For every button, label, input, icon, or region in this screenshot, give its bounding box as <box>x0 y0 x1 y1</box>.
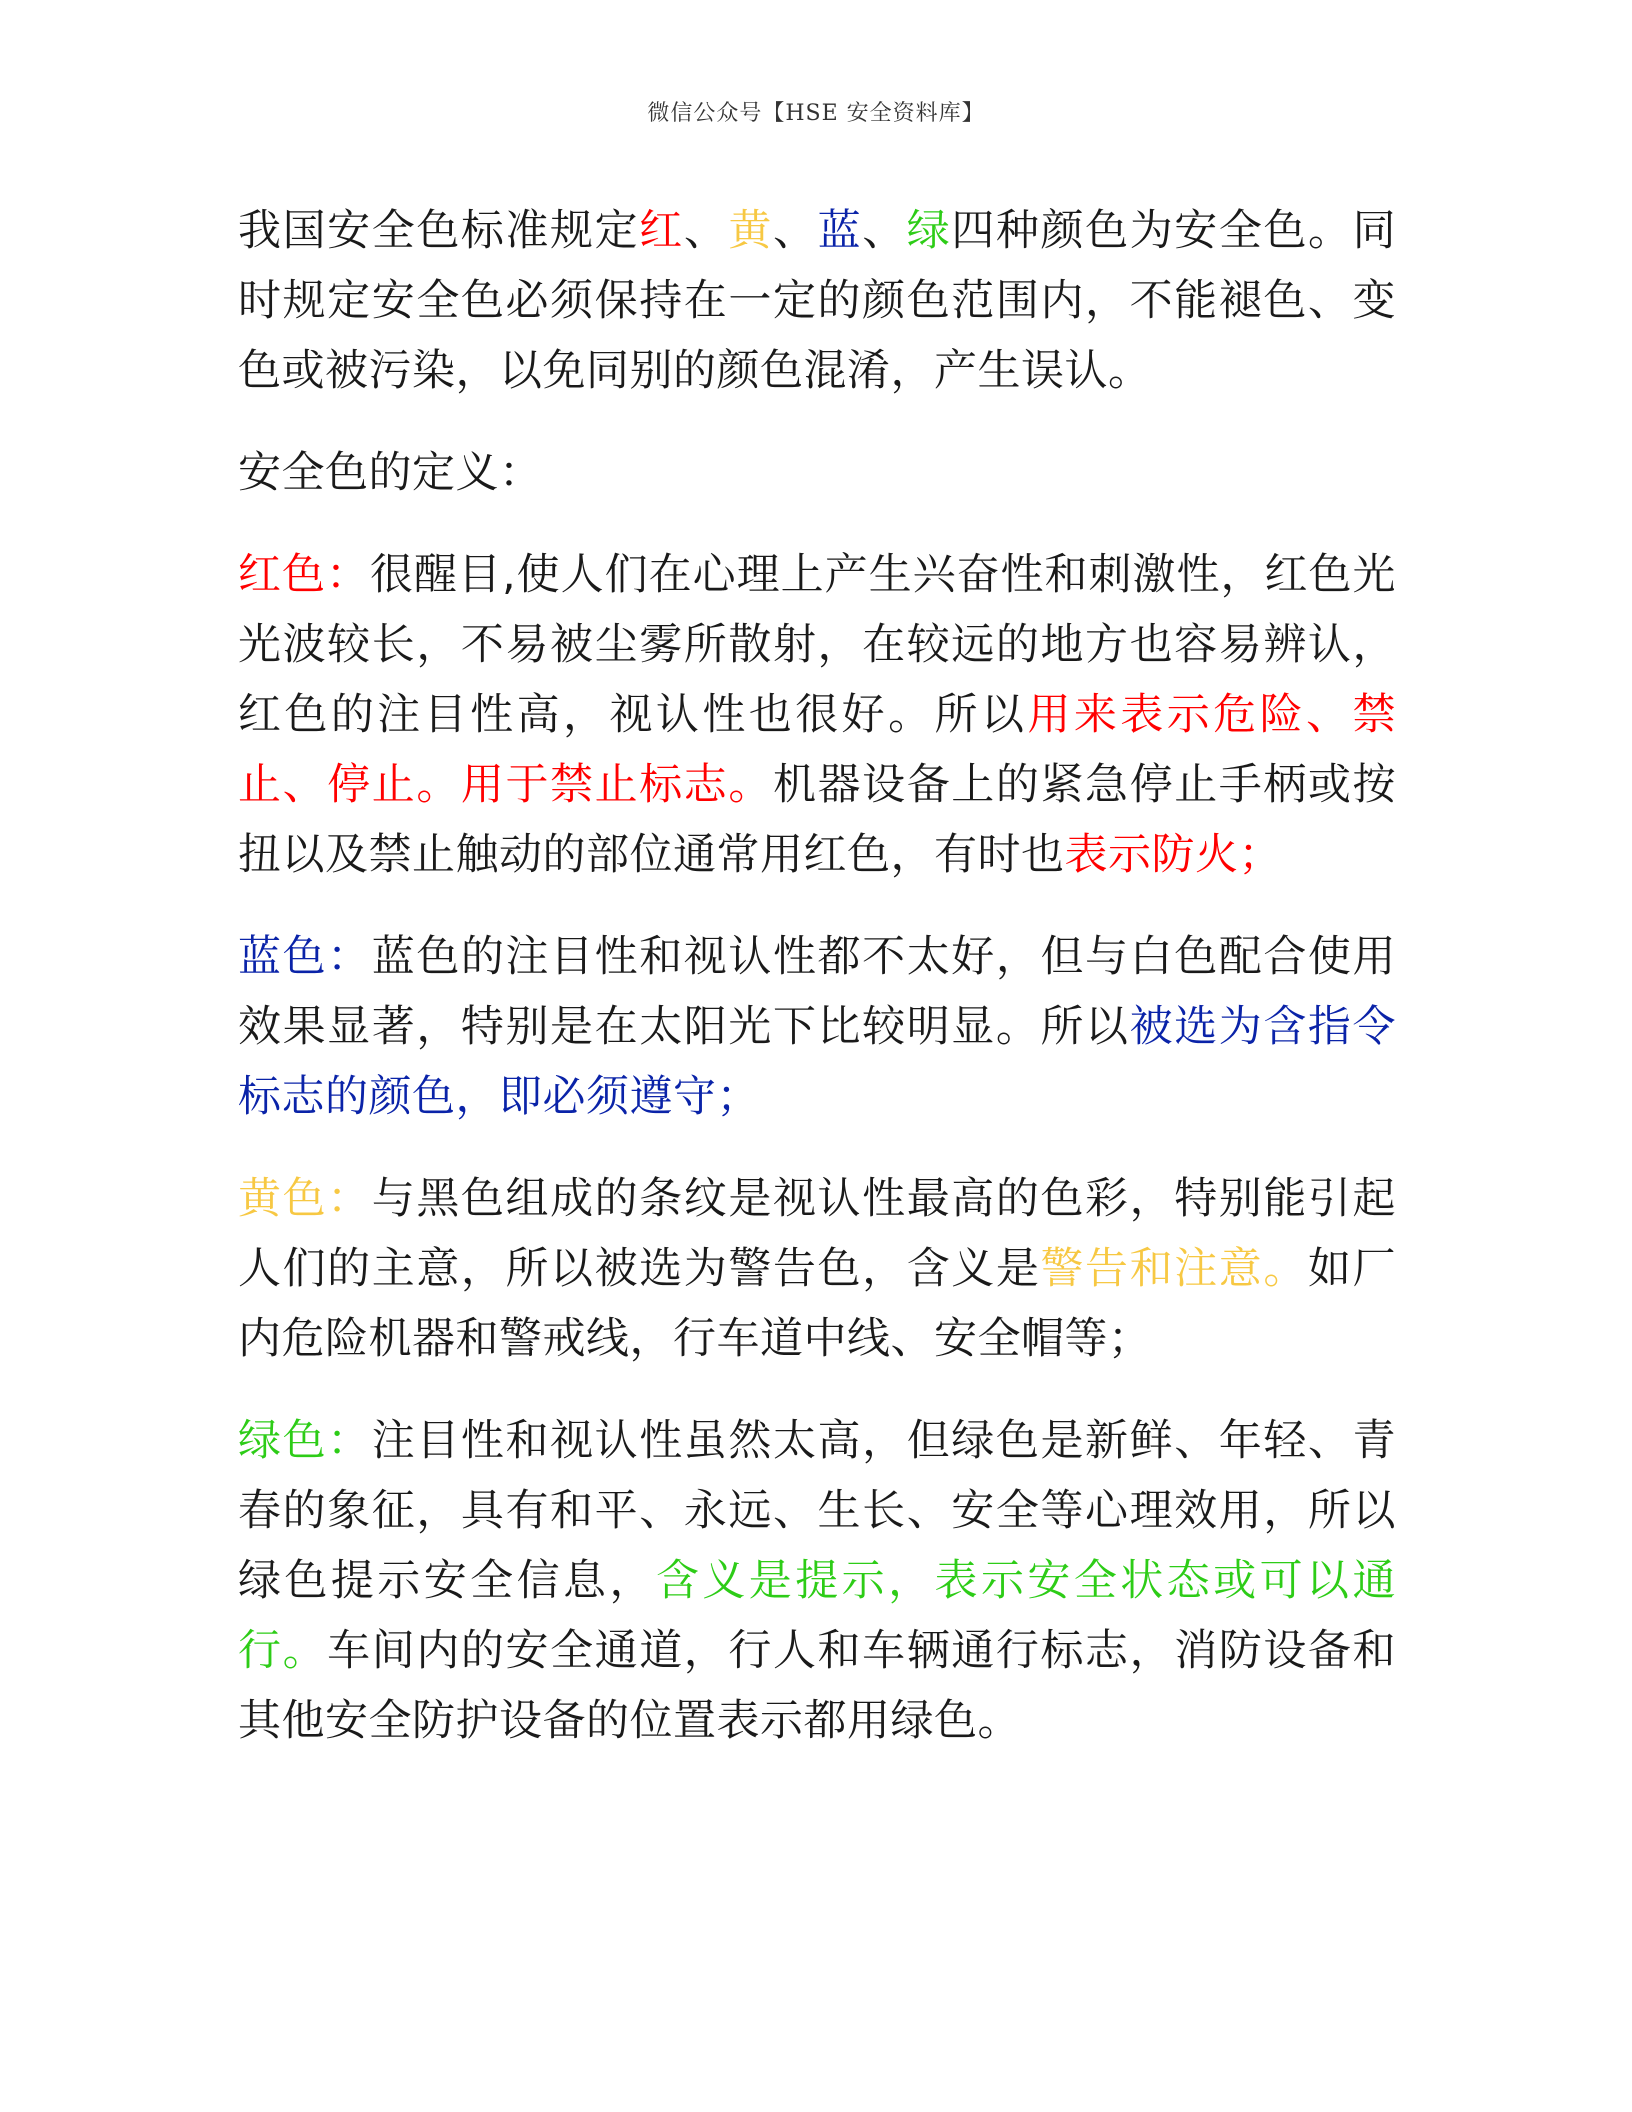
red-section-highlight: 表示防火； <box>1064 830 1282 880</box>
green-section <box>238 1406 1396 1756</box>
red-section-label: 红色： <box>238 550 370 600</box>
intro-yellow-word: 黄 <box>728 206 774 256</box>
intro-paragraph <box>238 196 1396 406</box>
intro-blue-word: 蓝 <box>817 206 863 256</box>
intro-text-2: 四种颜色为安全色。同时规定安全色必须保持在一定的颜色范围内，不能褪色、变色或被污染，以免同别的颜色混淆，产生误认。 <box>238 206 1397 396</box>
document-body <box>238 196 1396 1788</box>
red-section <box>238 540 1396 890</box>
yellow-section-highlight: 警告和注意。 <box>1040 1244 1308 1294</box>
intro-red-word: 红 <box>639 206 684 256</box>
page-header: 微信公众号【HSE 安全资料库】 <box>647 101 985 126</box>
red-section-text: 机器设备上的紧急停止手柄或按扭以及禁止触动的部位通常用红色，有时也 <box>238 760 1397 880</box>
blue-section <box>238 922 1396 1132</box>
yellow-section-text: 与黑色组成的条纹是视认性最高的色彩，特别能引起人们的主意，所以被选为警告色，含义是 <box>238 1174 1397 1294</box>
green-section-text: 车间内的安全通道，行人和车辆通行标志，消防设备和其他安全防护设备的位置表示都用绿色。 <box>238 1626 1397 1746</box>
green-section-label: 绿色： <box>238 1416 372 1466</box>
intro-separator: 、 <box>773 206 818 256</box>
red-section-text: 很醒目,使人们在心理上产生兴奋性和刺激性，红色光光波较长，不易被尘雾所散射，在较远的地方也容易辨认，红色的注目性高，视认性也很好。所以 <box>238 550 1397 740</box>
green-section-text: 注目性和视认性虽然太高，但绿色是新鲜、年轻、青春的象征，具有和平、永远、生长、安全等心理效用，所以绿色提示安全信息， <box>238 1416 1397 1606</box>
intro-green-word: 绿 <box>906 206 952 256</box>
red-section-highlight: 用来表示危险、禁止、停止。用于禁止标志。 <box>238 690 1396 810</box>
definition-heading: 安全色的定义： <box>238 448 543 498</box>
yellow-section <box>238 1164 1396 1374</box>
blue-section-highlight: 被选为含指令标志的颜色，即必须遵守； <box>238 1002 1397 1122</box>
intro-separator: 、 <box>683 206 729 256</box>
yellow-section-label: 黄色： <box>238 1174 372 1224</box>
intro-separator: 、 <box>862 206 907 256</box>
yellow-section-text: 如厂内危险机器和警戒线，行车道中线、安全帽等； <box>238 1244 1397 1364</box>
blue-section-label: 蓝色： <box>238 932 372 982</box>
blue-section-text: 蓝色的注目性和视认性都不太好，但与白色配合使用效果显著，特别是在太阳光下比较明显。所以 <box>238 932 1397 1052</box>
intro-text-1: 我国安全色标准规定 <box>238 206 640 256</box>
green-section-highlight: 含义是提示，表示安全状态或可以通行。 <box>238 1556 1396 1676</box>
